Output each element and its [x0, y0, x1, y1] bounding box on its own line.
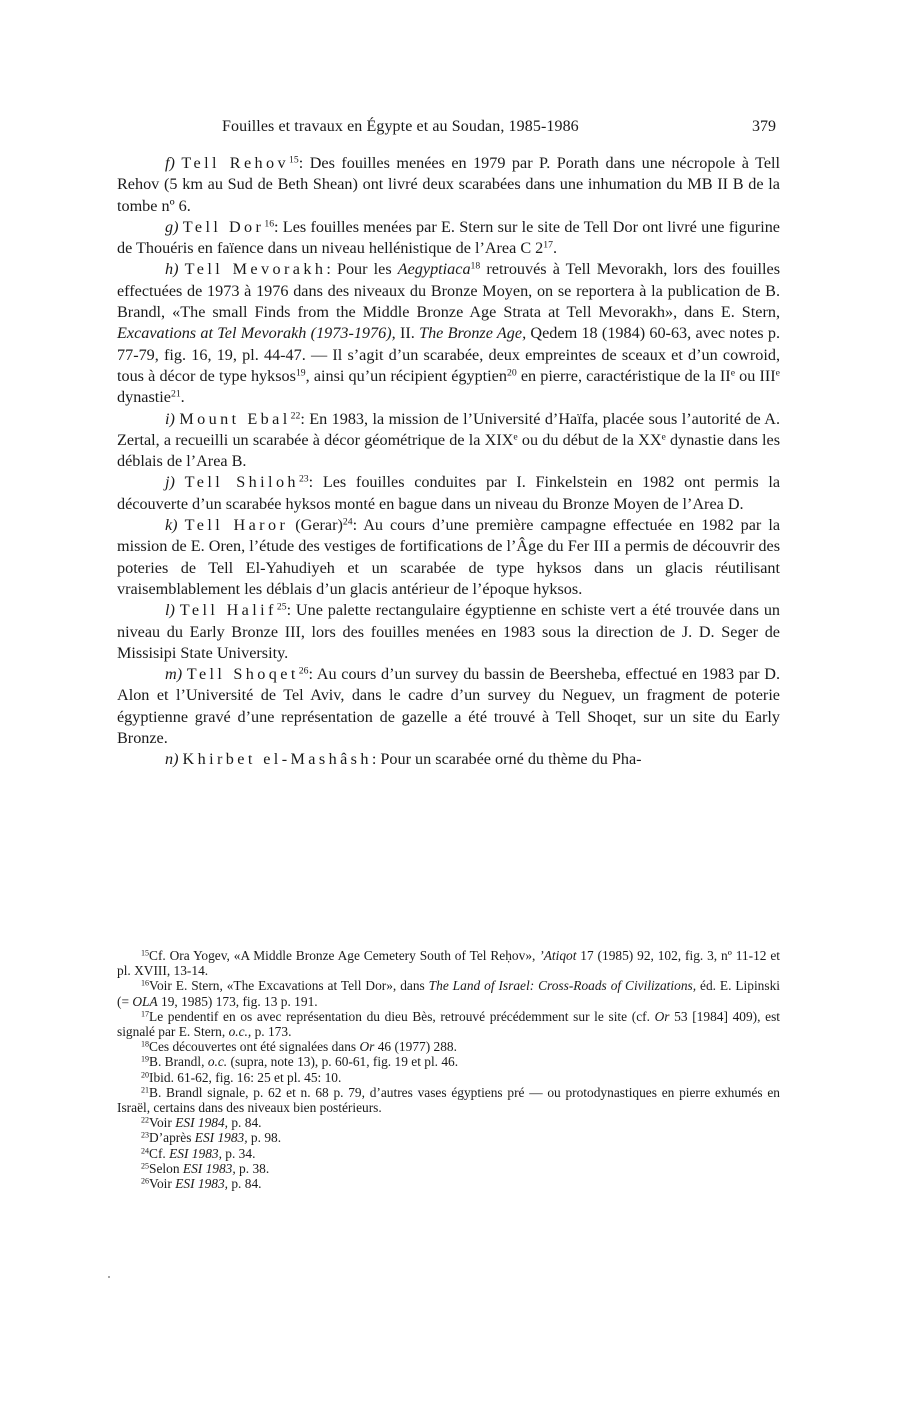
ordinal-suffix: e: [513, 431, 518, 443]
footnote-24: [117, 1146, 780, 1161]
footnote-text: p. 98.: [247, 1130, 282, 1146]
paragraph-text: .: [180, 388, 185, 407]
footnote-ref: 18: [470, 261, 481, 273]
italic-title: ’Atiqot: [539, 948, 577, 963]
paragraph-i: [117, 409, 780, 473]
page-number: 379: [752, 118, 776, 135]
footnote-ref: 25: [276, 601, 287, 613]
ordinal-suffix: e: [730, 367, 736, 379]
italic-title: Excavations at Tel Mevorakh (1973-1976),: [117, 324, 396, 343]
paragraph-m: [117, 664, 780, 749]
paragraph-l: [117, 600, 780, 664]
footnote-25: [117, 1161, 780, 1176]
paragraph-g: [117, 217, 780, 260]
footnote-ref: 22: [290, 410, 301, 422]
site-alias: (Gerar): [288, 516, 343, 535]
footnote-text: Voir: [149, 1176, 176, 1192]
item-label: g): [165, 217, 179, 236]
footnote-text: D’après: [149, 1130, 195, 1146]
footnote-text: Cf. Ora Yogev, «A Middle Bronze Age Cemetery South of Tel Reḥov»,: [149, 948, 540, 963]
italic-title: OLA: [132, 993, 158, 1009]
footnote-number: 18: [141, 1039, 150, 1049]
footnote-23: [117, 1130, 780, 1145]
footnote-19: [117, 1054, 780, 1069]
italic-term: Aegyptiaca: [397, 260, 471, 279]
item-label: m): [165, 665, 183, 684]
item-label: j): [165, 473, 175, 492]
footnote-ref: 24: [342, 516, 353, 528]
italic-title: The Land of Israel: Cross-Roads of Civilizations,: [428, 978, 697, 994]
footnote-text: 53 [1984] 409), est signalé par E. Stern,: [117, 1008, 780, 1040]
paragraph-text: Qedem 18 (1984) 60-63, avec notes p. 77-79, fig. 16, 19, pl. 44-47. — Il s’agit d’un scarabée, deux empreintes de sceaux et d’un cowroid, tous à décor de type hyksos: [117, 324, 781, 385]
footnote-text: 19, 1985) 173, fig. 13 p. 191.: [157, 993, 318, 1009]
paragraph-j: [117, 472, 780, 515]
footnote-text: 46 (1977) 288.: [374, 1039, 457, 1055]
footnote-number: 26: [141, 1176, 150, 1186]
site-name: Tell Shoqet: [186, 665, 299, 684]
main-text: [117, 153, 780, 771]
ordinal-suffix: e: [661, 431, 666, 443]
footnote-text: Voir: [149, 1115, 176, 1131]
paragraph-k: [117, 515, 780, 600]
italic-title: ESI 1983,: [175, 1176, 229, 1192]
footnote-20: [117, 1070, 780, 1085]
footnote-18: [117, 1039, 780, 1054]
footnote-ref: 17: [543, 239, 553, 251]
paragraph-text: : Pour les: [326, 260, 398, 279]
italic-title: ESI 1983,: [182, 1160, 236, 1176]
italic-title: The Bronze Age,: [419, 324, 527, 343]
paragraph-text: ou III: [735, 366, 776, 385]
footnote-text: p. 84.: [228, 1115, 262, 1131]
footnote-15: [117, 948, 780, 978]
paragraph-text: .: [553, 239, 558, 258]
footnote-ref: 19: [295, 367, 306, 379]
footnote-ref: 20: [506, 367, 517, 379]
site-name: Tell Haror: [184, 516, 289, 535]
italic-title: ESI 1984,: [175, 1115, 229, 1131]
italic-title: o.c.: [207, 1054, 228, 1070]
paragraph-text: II.: [395, 324, 420, 343]
footnote-number: 20: [141, 1070, 150, 1080]
paragraph-text: ou du début de la XX: [517, 430, 662, 449]
footnote-21: [117, 1085, 780, 1115]
site-name: Tell Shiloh: [184, 473, 299, 492]
footnote-text: Selon: [149, 1160, 183, 1176]
item-label: l): [165, 601, 175, 620]
site-name: Tell Mevorakh: [184, 260, 327, 279]
footnote-text: Le pendentif en os avec représentation du dieu Bès, retrouvé précédemment sur le site (cf.: [149, 1008, 655, 1024]
footnote-ref: 21: [170, 388, 181, 400]
footnote-number: 19: [141, 1055, 150, 1064]
footnote-text: éd. E. Lipinski (=: [117, 978, 780, 1009]
item-label: h): [165, 260, 179, 279]
italic-title: o.c.,: [228, 1024, 252, 1040]
footnote-number: 16: [141, 978, 150, 988]
site-name: Tell Dor: [182, 217, 265, 236]
item-label: i): [165, 409, 175, 428]
footnote-text: p. 34.: [221, 1145, 256, 1161]
footnote-number: 21: [141, 1085, 150, 1095]
footnote-22: [117, 1115, 780, 1130]
paragraph-f: [117, 153, 780, 217]
item-label: k): [165, 516, 178, 535]
footnote-ref: 15: [289, 154, 299, 166]
footnote-text: (supra, note 13), p. 60-61, fig. 19 et pl. 46.: [227, 1054, 459, 1070]
footnote-text: Ibid. 61-62, fig. 16: 25 et pl. 45: 10.: [149, 1069, 342, 1085]
paragraph-text: : Les fouilles conduites par I. Finkelstein en 1982 ont permis la découverte d’un scarabée hyksos monté en bague dans un niveau du Bronze Moyen de l’Area D.: [117, 473, 781, 513]
paragraph-text: , ainsi qu’un récipient égyptien: [305, 366, 507, 385]
paragraph-text: : Des fouilles menées en 1979 par P. Porath dans une nécropole à Tell Rehov (5 km au Sud de Beth Shean) ont livré deux scarabées dans une inhumation du MB II B de la tombe nº 6.: [117, 154, 781, 215]
paragraph-text: : Une palette rectangulaire égyptienne en schiste vert a été trouvée dans un niveau du Early Bronze III, lors des fouilles menées en 1983 sous la direction de J. D. Seger de Missisipi State University.: [117, 601, 781, 662]
paragraph-text: : Au cours d’une première campagne effectuée en 1982 par la mission de E. Oren, l’étude des vestiges de fortifications de l’Âge du Fer III a permis de découvrir des poteries de Tell El-Yahudiyeh et un scarabée de type hyksos dans un glacis réutilisant vraisemblablement les déblais d’un glacis antérieur de l’époque hyksos.: [117, 516, 781, 598]
site-name: Khirbet el-Mashâsh: [182, 750, 372, 769]
scan-speck: [108, 1276, 110, 1278]
italic-title: ESI 1983,: [194, 1130, 248, 1146]
footnote-text: p. 173.: [251, 1024, 292, 1040]
paragraph-text: : En 1983, la mission de l’Université d’Haïfa, placée sous l’autorité de A. Zertal, a recueilli un scarabée à décor géométrique de la XIX: [117, 409, 780, 449]
footnote-text: p. 38.: [235, 1160, 270, 1176]
footnote-ref: 26: [298, 665, 309, 677]
footnote-26: [117, 1176, 780, 1191]
item-label: f): [165, 154, 175, 172]
paragraph-text: dynastie dans les déblais de l’Area B.: [117, 430, 780, 471]
footnote-text: B. Brandl signale, p. 62 et n. 68 p. 79, d’autres vases égyptiens pré — ou protodynastiques en pierre exhumés en Israël, certains dans des niveaux bien postérieurs.: [117, 1084, 780, 1116]
footnote-16: [117, 978, 780, 1008]
footnote-text: p. 84.: [228, 1176, 262, 1192]
footnote-number: 22: [141, 1115, 150, 1125]
site-name: Tell Rehov: [181, 154, 290, 172]
footnote-ref: 23: [298, 474, 309, 486]
italic-title: ESI 1983,: [169, 1145, 222, 1161]
footnote-number: 15: [141, 948, 150, 958]
footnote-text: 17 (1985) 92, 102, fig. 3, nº 11-12 et pl. XVIII, 13-14.: [117, 948, 780, 979]
ordinal-suffix: e: [775, 367, 780, 379]
running-head: [0, 118, 906, 142]
footnote-ref: 16: [264, 218, 275, 230]
footnote-number: 17: [141, 1009, 150, 1019]
footnote-number: 25: [141, 1161, 150, 1171]
paragraph-n: [117, 749, 780, 770]
paragraph-text: en pierre, caractéristique de la II: [516, 366, 731, 385]
paragraph-h: [117, 259, 780, 408]
footnote-text: Cf.: [149, 1145, 170, 1161]
footnotes: [117, 948, 780, 1191]
item-label: n): [165, 750, 179, 769]
footnote-text: Ces découvertes ont été signalées dans: [149, 1039, 360, 1055]
italic-title: Or: [654, 1008, 670, 1024]
site-name: Tell Halif: [179, 601, 277, 620]
footnote-17: [117, 1009, 780, 1039]
running-title: Fouilles et travaux en Égypte et au Soudan, 1985-1986: [222, 118, 579, 135]
footnote-number: 23: [141, 1131, 150, 1141]
paragraph-text: dynastie: [117, 388, 171, 407]
site-name: Mount Ebal: [179, 409, 291, 428]
paragraph-text: : Au cours d’un survey du bassin de Beersheba, effectué en 1983 par D. Alon et l’Université de Tel Aviv, dans le cadre d’un survey du Neguev, un fragment de poterie égyptienne gravé d’une représentation de gazelle a été trouvé à Tell Shoqet, sur un site du Early Bronze.: [117, 665, 780, 748]
footnote-number: 24: [141, 1146, 150, 1156]
footnote-text: Voir E. Stern, «The Excavations at Tell Dor», dans: [149, 978, 429, 994]
footnote-text: B. Brandl,: [149, 1054, 208, 1070]
italic-title: Or: [359, 1039, 375, 1055]
paragraph-text: retrouvés à Tell Mevorakh, lors des fouilles effectuées de 1973 à 1976 dans des niveaux du Bronze Moyen, on se reportera à la publication de B. Brandl, «The small Finds from the Middle Bronze Age Strata at Tell Mevorakh», dans E. Stern,: [117, 260, 781, 322]
paragraph-text: : Les fouilles menées par E. Stern sur le site de Tell Dor ont livré une figurine de Thouéris en faïence dans un niveau hellénistique de l’Area C 2: [117, 217, 780, 258]
paragraph-text: : Pour un scarabée orné du thème du Pha-: [371, 750, 642, 769]
